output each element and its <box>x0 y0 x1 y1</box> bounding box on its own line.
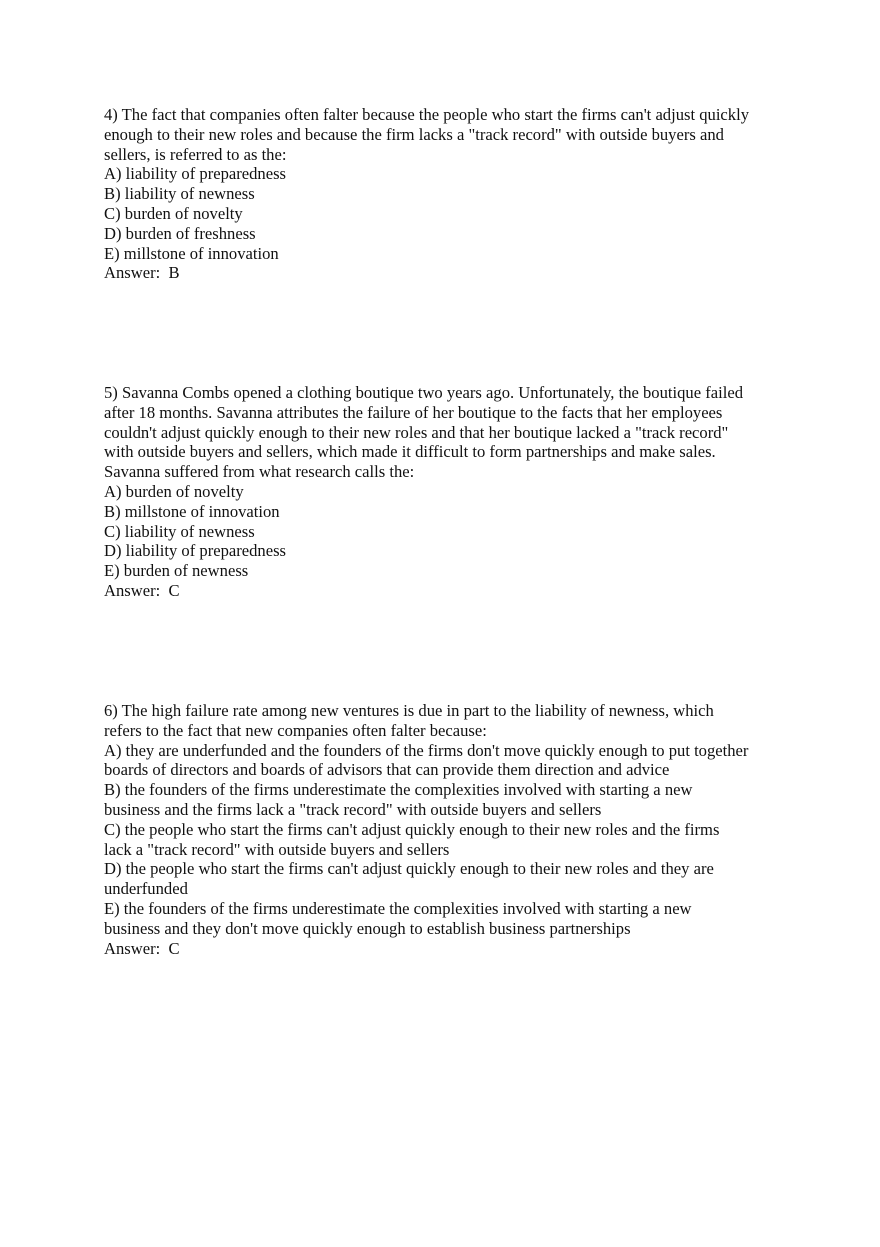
option-a: A) burden of novelty <box>104 481 244 501</box>
stem-line: refers to the fact that new companies often falter because: <box>104 720 487 740</box>
answer-options <box>104 741 794 939</box>
option-a-cont: boards of directors and boards of advisors that can provide them direction and advice <box>104 760 670 780</box>
answer-options <box>104 482 794 581</box>
option-d: D) burden of freshness <box>104 223 256 243</box>
option-c: C) burden of novelty <box>104 203 243 223</box>
answer-key: Answer: C <box>104 938 180 958</box>
answer-key: Answer: B <box>104 263 180 283</box>
stem-line: with outside buyers and sellers, which made it difficult to form partnerships and make sales. <box>104 442 716 462</box>
question-5 <box>104 383 794 601</box>
stem-line: 5) Savanna Combs opened a clothing boutique two years ago. Unfortunately, the boutique failed <box>104 383 744 402</box>
stem-line: couldn't adjust quickly enough to their new roles and that her boutique lacked a "track record" <box>104 422 729 442</box>
question-stem <box>104 383 794 482</box>
option-a: A) they are underfunded and the founders of the firms don't move quickly enough to put together <box>104 740 749 760</box>
option-c-cont: lack a "track record" with outside buyers and sellers <box>104 839 450 859</box>
answer-options <box>104 164 794 263</box>
option-b: B) millstone of innovation <box>104 501 280 521</box>
stem-line: 6) The high failure rate among new ventures is due in part to the liability of newness, which <box>104 701 714 720</box>
question-stem <box>104 701 794 741</box>
option-c: C) liability of newness <box>104 521 255 541</box>
option-d-cont: underfunded <box>104 879 188 899</box>
option-a: A) liability of preparedness <box>104 164 287 184</box>
option-b-cont: business and the firms lack a "track record" with outside buyers and sellers <box>104 799 602 819</box>
option-e-cont: business and they don't move quickly enough to establish business partnerships <box>104 918 631 938</box>
stem-line: enough to their new roles and because the firm lacks a "track record" with outside buyers and <box>104 124 724 144</box>
option-b: B) liability of newness <box>104 184 255 204</box>
option-e: E) burden of newness <box>104 561 249 581</box>
option-d: D) the people who start the firms can't adjust quickly enough to their new roles and they are <box>104 859 714 879</box>
stem-line: after 18 months. Savanna attributes the failure of her boutique to the facts that her employees <box>104 402 723 422</box>
stem-line: sellers, is referred to as the: <box>104 144 287 164</box>
answer-key: Answer: C <box>104 580 180 600</box>
option-d: D) liability of preparedness <box>104 541 287 561</box>
option-e: E) the founders of the firms underestimate the complexities involved with starting a new <box>104 898 692 918</box>
question-4 <box>104 105 794 283</box>
question-6 <box>104 701 794 958</box>
stem-line: 4) The fact that companies often falter because the people who start the firms can't adjust quickly <box>104 105 750 124</box>
option-b: B) the founders of the firms underestimate the complexities involved with starting a new <box>104 780 693 800</box>
question-stem <box>104 105 794 164</box>
stem-line: Savanna suffered from what research calls the: <box>104 462 415 482</box>
option-c: C) the people who start the firms can't adjust quickly enough to their new roles and the firms <box>104 819 720 839</box>
option-e: E) millstone of innovation <box>104 243 279 263</box>
